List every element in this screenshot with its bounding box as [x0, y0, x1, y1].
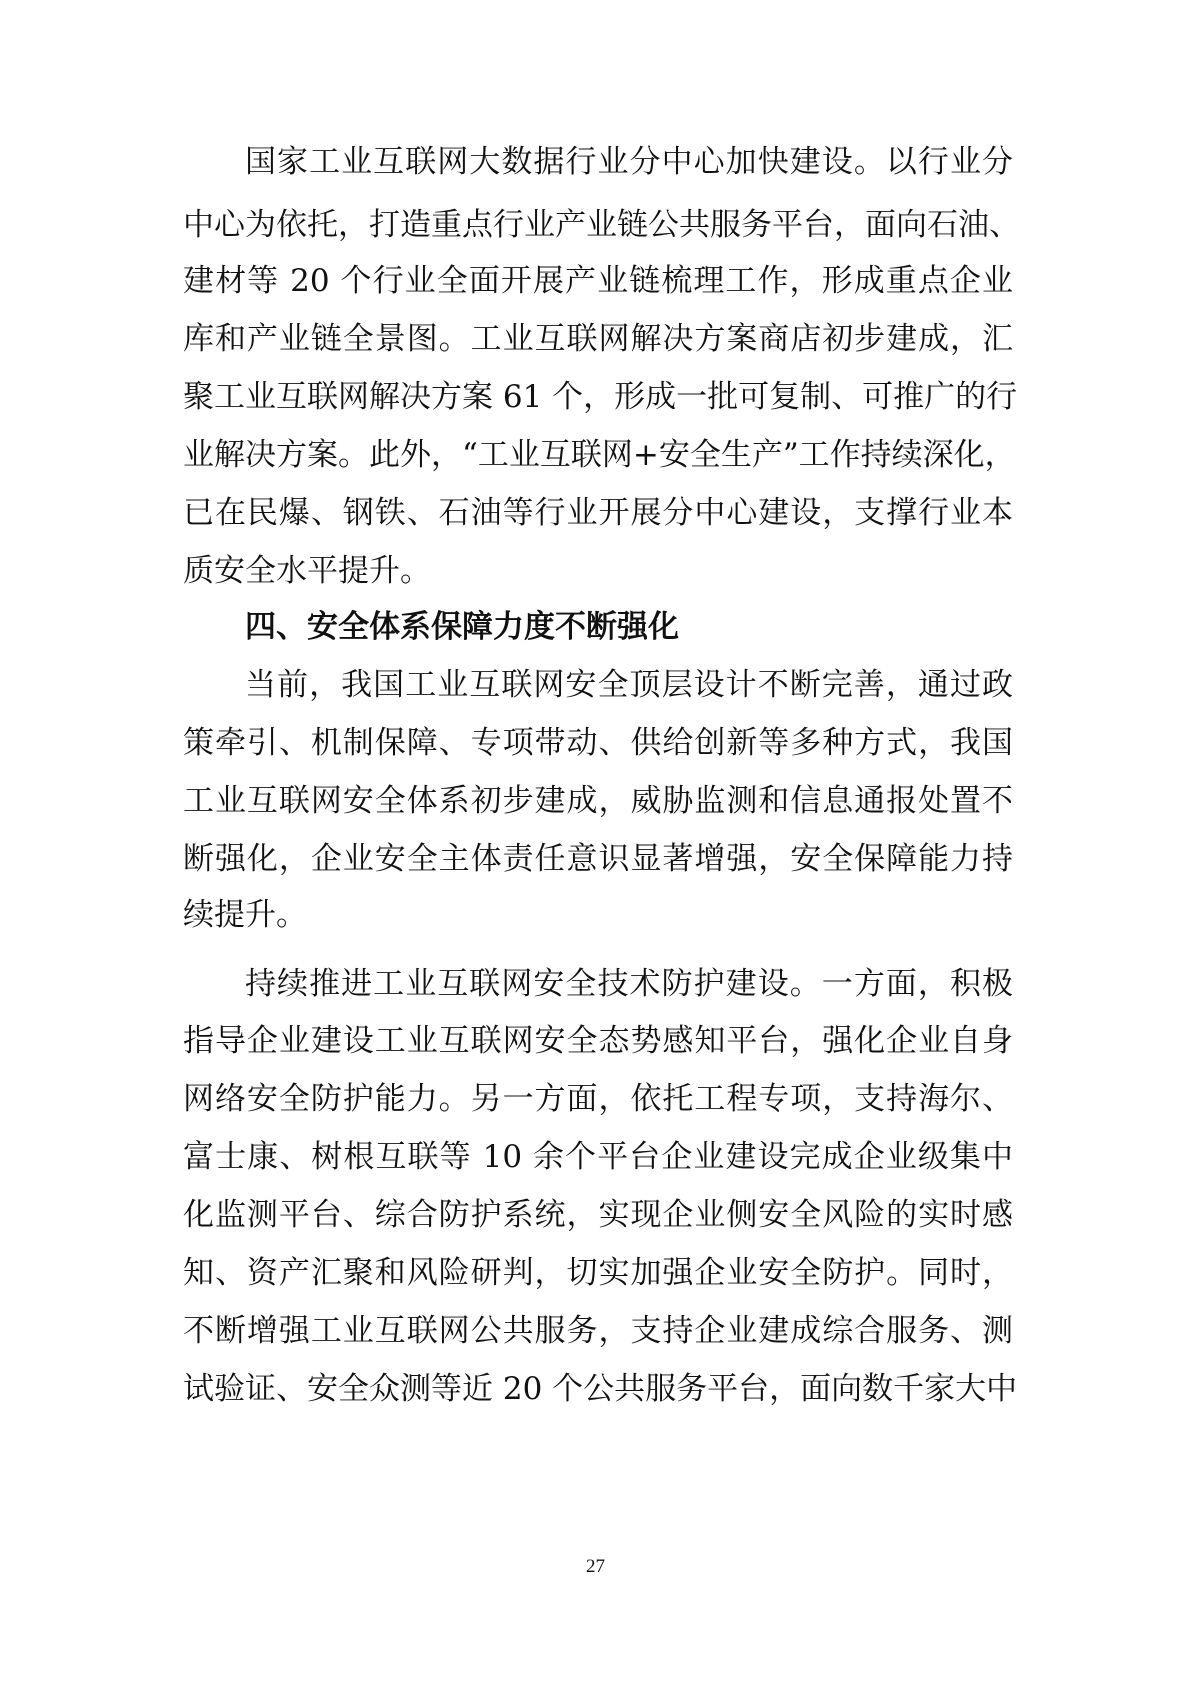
paragraph-line: 试验证、安全众测等近 20 个公共服务平台，面向数千家大中 — [183, 1371, 1018, 1407]
paragraph-line: 国家工业互联网大数据行业分中心加快建设。以行业分 — [245, 144, 1013, 180]
paragraph-line: 富士康、树根互联等 10 余个平台企业建设完成企业级集中 — [183, 1139, 1013, 1175]
paragraph-line: 中心为依托，打造重点行业产业链公共服务平台，面向石油、 — [183, 207, 1020, 243]
paragraph-line: 质安全水平提升。 — [183, 553, 431, 589]
paragraph-line: 工业互联网安全体系初步建成，威胁监测和信息通报处置不 — [183, 783, 1013, 819]
paragraph-line: 指导企业建设工业互联网安全态势感知平台，强化企业自身 — [183, 1023, 1013, 1059]
paragraph-line: 建材等 20 个行业全面开展产业链梳理工作，形成重点企业 — [183, 263, 1013, 299]
paragraph-line: 续提升。 — [183, 897, 307, 933]
paragraph-line: 当前，我国工业互联网安全顶层设计不断完善，通过政 — [245, 667, 1013, 703]
paragraph-line: 库和产业链全景图。工业互联网解决方案商店初步建成，汇 — [183, 321, 1013, 357]
paragraph-line: 不断增强工业互联网公共服务，支持企业建成综合服务、测 — [183, 1313, 1013, 1349]
paragraph-line: 知、资产汇聚和风险研判，切实加强企业安全防护。同时， — [183, 1255, 1013, 1291]
paragraph-line: 已在民爆、钢铁、石油等行业开展分中心建设，支撑行业本 — [183, 495, 1013, 531]
paragraph-line: 网络安全防护能力。另一方面，依托工程专项，支持海尔、 — [183, 1081, 1013, 1117]
paragraph-line: 化监测平台、综合防护系统，实现企业侧安全风险的实时感 — [183, 1197, 1013, 1233]
section-heading: 四、安全体系保障力度不断强化 — [245, 609, 679, 645]
paragraph-line: 持续推进工业互联网安全技术防护建设。一方面，积极 — [245, 966, 1013, 1002]
paragraph-line: 断强化，企业安全主体责任意识显著增强，安全保障能力持 — [183, 841, 1013, 877]
paragraph-line: 策牵引、机制保障、专项带动、供给创新等多种方式，我国 — [183, 725, 1013, 761]
paragraph-line: 业解决方案。此外，“工业互联网+安全生产”工作持续深化， — [183, 437, 1016, 473]
page-number: 27 — [586, 1556, 605, 1577]
paragraph-line: 聚工业互联网解决方案 61 个，形成一批可复制、可推广的行 — [183, 379, 1018, 415]
